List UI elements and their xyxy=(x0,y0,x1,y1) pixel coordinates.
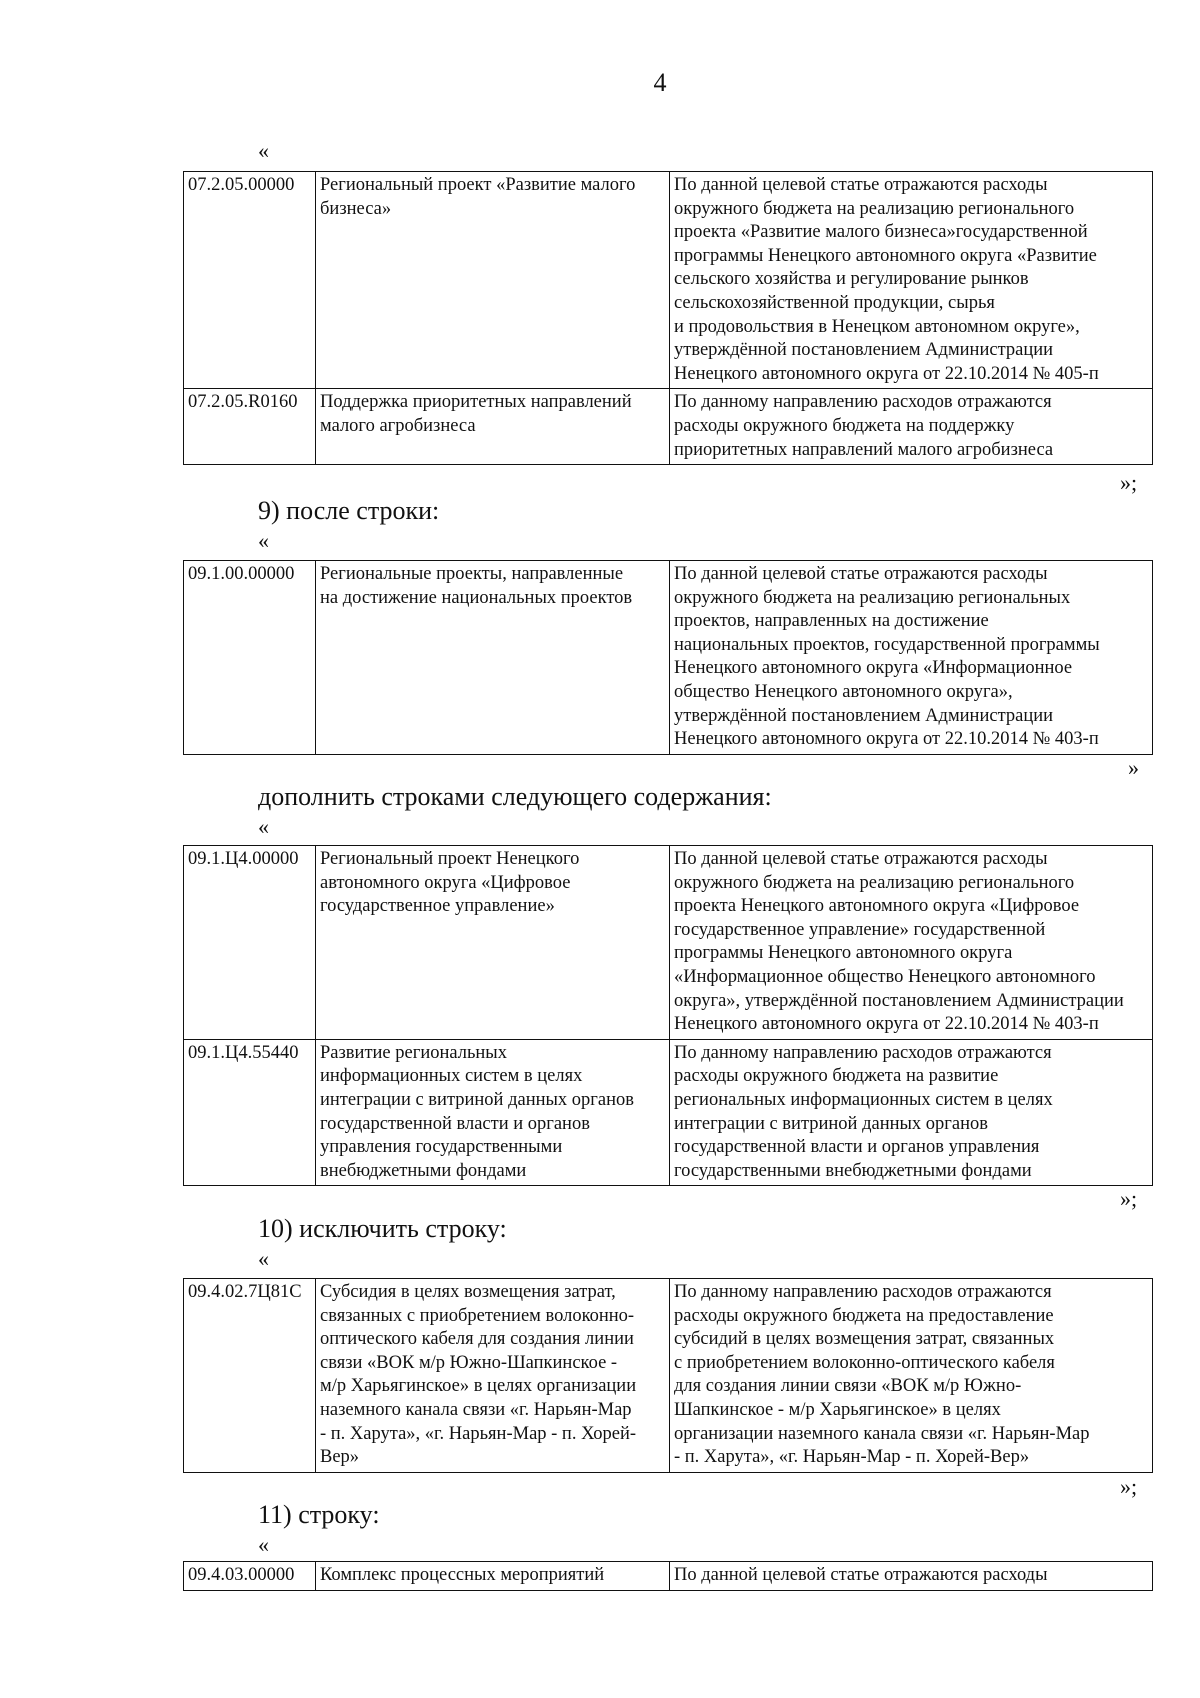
section-heading-10: 10) исключить строку: xyxy=(258,1214,507,1243)
opening-quote: « xyxy=(258,528,269,553)
name-cell: Развитие региональных информационных систем в целях интеграции с витриной данных органов государственной власти и органов управления государственными внебюджетными фондами xyxy=(316,1039,670,1186)
section-heading-9: 9) после строки: xyxy=(258,496,440,525)
code-cell: 07.2.05.00000 xyxy=(184,172,316,389)
table-row xyxy=(184,1039,1153,1186)
opening-quote: « xyxy=(258,1246,269,1271)
table-row xyxy=(184,561,1153,755)
name-cell: Региональный проект Ненецкого автономного округа «Цифровое государственное управление» xyxy=(316,846,670,1040)
description-cell: По данной целевой статье отражаются расходы окружного бюджета на реализацию регионального проекта Ненецкого автономного округа «Цифровое государственное управление» государственной программы Ненецкого автономного округа «Информационное общество Ненецкого автономного округа», утверждённой постановлением Администрации Ненецкого автономного округа от 22.10.2014 № 403-п xyxy=(670,846,1153,1040)
closing-quote: » xyxy=(1128,755,1139,780)
table-block-2 xyxy=(183,560,1153,755)
table-row xyxy=(184,846,1153,1040)
opening-quote: « xyxy=(258,1532,269,1557)
section-heading-append: дополнить строками следующего содержания: xyxy=(258,782,772,811)
code-cell: 07.2.05.R0160 xyxy=(184,389,316,465)
section-heading-11: 11) строку: xyxy=(258,1500,380,1529)
opening-quote: « xyxy=(258,138,269,163)
table-block-1 xyxy=(183,171,1153,465)
description-cell: По данному направлению расходов отражаются расходы окружного бюджета на развитие региональных информационных систем в целях интеграции с витриной данных органов государственной власти и органов управления государственными внебюджетными фондами xyxy=(670,1039,1153,1186)
closing-quote: »; xyxy=(1120,1474,1138,1499)
closing-quote: »; xyxy=(1120,1186,1138,1211)
table-block-4 xyxy=(183,1278,1153,1473)
code-cell: 09.1.Ц4.00000 xyxy=(184,846,316,1040)
name-cell: Поддержка приоритетных направлений малого агробизнеса xyxy=(316,389,670,465)
closing-quote: »; xyxy=(1120,470,1138,495)
description-cell: По данной целевой статье отражаются расходы xyxy=(670,1562,1153,1591)
name-cell: Региональный проект «Развитие малого бизнеса» xyxy=(316,172,670,389)
name-cell: Региональные проекты, направленные на достижение национальных проектов xyxy=(316,561,670,755)
table-block-5 xyxy=(183,1561,1153,1591)
name-cell: Субсидия в целях возмещения затрат, связанных с приобретением волоконно- оптического кабеля для создания линии связи «ВОК м/р Южно-Шапкинское - м/р Харьягинское» в целях организации наземного канала связи «г. Нарьян-Мар - п. Харута», «г. Нарьян-Мар - п. Хорей- Вер» xyxy=(316,1279,670,1473)
code-cell: 09.1.00.00000 xyxy=(184,561,316,755)
code-cell: 09.4.03.00000 xyxy=(184,1562,316,1591)
name-cell: Комплекс процессных мероприятий xyxy=(316,1562,670,1591)
table-row xyxy=(184,389,1153,465)
description-cell: По данному направлению расходов отражаются расходы окружного бюджета на предоставление субсидий в целях возмещения затрат, связанных с приобретением волоконно-оптического кабеля для создания линии связи «ВОК м/р Южно- Шапкинское - м/р Харьягинское» в целях организации наземного канала связи «г. Нарьян-Мар - п. Харута», «г. Нарьян-Мар - п. Хорей-Вер» xyxy=(670,1279,1153,1473)
description-cell: По данной целевой статье отражаются расходы окружного бюджета на реализацию регионального проекта «Развитие малого бизнеса»государственной программы Ненецкого автономного округа «Развитие сельского хозяйства и регулирование рынков сельскохозяйственной продукции, сырья и продовольствия в Ненецком автономном округе», утверждённой постановлением Администрации Ненецкого автономного округа от 22.10.2014 № 405-п xyxy=(670,172,1153,389)
description-cell: По данной целевой статье отражаются расходы окружного бюджета на реализацию региональных проектов, направленных на достижение национальных проектов, государственной программы Ненецкого автономного округа «Информационное общество Ненецкого автономного округа», утверждённой постановлением Администрации Ненецкого автономного округа от 22.10.2014 № 403-п xyxy=(670,561,1153,755)
description-cell: По данному направлению расходов отражаются расходы окружного бюджета на поддержку приоритетных направлений малого агробизнеса xyxy=(670,389,1153,465)
table-block-3 xyxy=(183,845,1153,1186)
table-row xyxy=(184,1562,1153,1591)
table-row xyxy=(184,1279,1153,1473)
opening-quote: « xyxy=(258,814,269,839)
page-number: 4 xyxy=(653,68,667,97)
code-cell: 09.1.Ц4.55440 xyxy=(184,1039,316,1186)
code-cell: 09.4.02.7Ц81С xyxy=(184,1279,316,1473)
table-row xyxy=(184,172,1153,389)
